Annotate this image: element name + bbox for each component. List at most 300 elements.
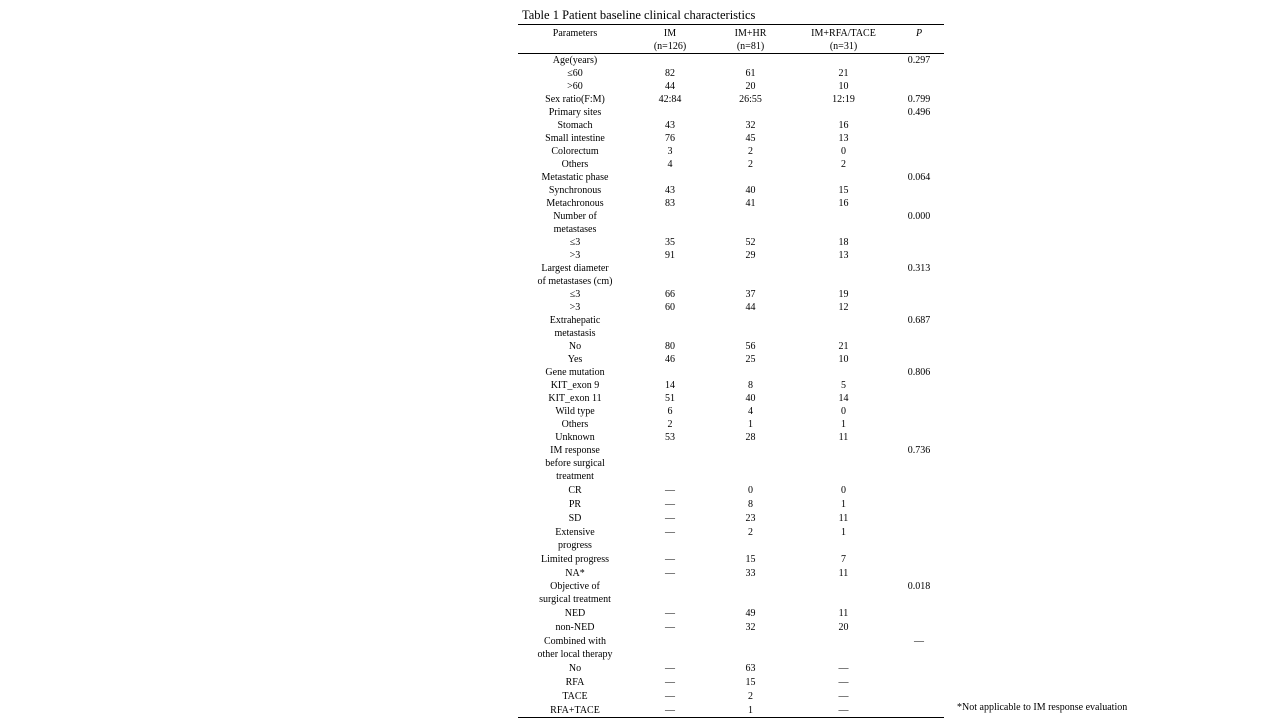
parameter-line: >3 <box>569 302 581 313</box>
value-cell <box>894 119 944 132</box>
table-container <box>518 6 944 718</box>
parameter-line: Others <box>561 419 589 430</box>
value-cell: 83 <box>665 198 675 209</box>
value-cell <box>708 314 793 340</box>
header-line: Parameters <box>552 28 598 39</box>
value-cell <box>894 145 944 158</box>
value-cell: 60 <box>665 302 675 313</box>
table-title: Table 1 Patient baseline clinical characteristics <box>518 6 944 25</box>
value-cell: 49 <box>745 608 756 619</box>
value-cell <box>632 54 708 68</box>
value-cell <box>793 262 894 288</box>
parameter-line: Gene mutation <box>545 367 605 378</box>
parameter-cell <box>518 262 632 288</box>
table-row <box>518 703 944 718</box>
value-cell: 13 <box>838 250 849 261</box>
table-row <box>518 483 944 497</box>
value-cell <box>894 236 944 249</box>
column-header-2 <box>708 25 793 54</box>
parameter-line: Primary sites <box>548 107 602 118</box>
table-row <box>518 158 944 171</box>
value-cell: — <box>914 636 924 647</box>
value-cell: — <box>665 663 675 674</box>
value-cell: 4 <box>748 406 753 417</box>
parameter-line: ≤3 <box>569 237 581 248</box>
table-row <box>518 366 944 379</box>
value-cell <box>708 634 793 661</box>
value-cell: 46 <box>665 354 675 365</box>
value-cell <box>894 67 944 80</box>
header-line: (n=81) <box>736 41 765 52</box>
parameter-line: metastasis <box>554 328 596 339</box>
value-cell: 14 <box>665 380 675 391</box>
value-cell <box>894 566 944 580</box>
value-cell <box>793 634 894 661</box>
parameter-cell <box>518 552 632 566</box>
table-row <box>518 552 944 566</box>
value-cell: 29 <box>745 250 756 261</box>
value-cell: — <box>665 622 675 633</box>
value-cell: 0.736 <box>907 445 931 456</box>
value-cell: 61 <box>745 68 756 79</box>
value-cell: 40 <box>745 185 756 196</box>
parameter-cell <box>518 93 632 106</box>
parameter-line: of metastases (cm) <box>537 276 613 287</box>
header-line: (n=31) <box>829 41 858 52</box>
value-cell: 51 <box>665 393 675 404</box>
parameter-cell <box>518 675 632 689</box>
value-cell: 2 <box>841 159 846 170</box>
value-cell <box>793 171 894 184</box>
table-row <box>518 661 944 675</box>
value-cell <box>793 366 894 379</box>
parameter-cell <box>518 525 632 552</box>
table-header-row <box>518 25 944 54</box>
value-cell: 53 <box>665 432 675 443</box>
value-cell <box>632 314 708 340</box>
value-cell <box>894 80 944 93</box>
value-cell: 2 <box>667 419 673 430</box>
value-cell <box>894 197 944 210</box>
table-row <box>518 171 944 184</box>
value-cell: 44 <box>665 81 675 92</box>
value-cell <box>894 353 944 366</box>
table-row <box>518 353 944 366</box>
value-cell: 0.799 <box>907 94 931 105</box>
value-cell: 2 <box>748 159 753 170</box>
value-cell: 1 <box>841 527 846 538</box>
value-cell: — <box>665 527 675 538</box>
parameter-cell <box>518 392 632 405</box>
value-cell <box>894 392 944 405</box>
parameter-line: surgical treatment <box>539 594 611 605</box>
value-cell: 42:84 <box>658 94 682 105</box>
value-cell: 10 <box>838 81 849 92</box>
value-cell <box>894 511 944 525</box>
value-cell: — <box>665 705 675 716</box>
parameter-cell <box>518 67 632 80</box>
parameter-line: Small intestine <box>545 133 605 144</box>
value-cell <box>894 184 944 197</box>
table-row <box>518 497 944 511</box>
table-row <box>518 418 944 431</box>
value-cell: 35 <box>665 237 675 248</box>
value-cell <box>708 580 793 606</box>
parameter-cell <box>518 197 632 210</box>
header-line: IM <box>663 28 677 39</box>
value-cell: 32 <box>745 622 756 633</box>
value-cell: 15 <box>838 185 849 196</box>
table-footnote: *Not applicable to IM response evaluation <box>957 702 1128 713</box>
value-cell: 12 <box>838 302 849 313</box>
parameter-line: CR <box>568 485 582 496</box>
value-cell: — <box>665 677 675 688</box>
value-cell: 0.000 <box>907 211 931 222</box>
table-row <box>518 301 944 314</box>
value-cell: 3 <box>667 146 673 157</box>
value-cell: 18 <box>838 237 849 248</box>
value-cell <box>894 606 944 620</box>
value-cell: 0 <box>748 485 753 496</box>
value-cell <box>894 620 944 634</box>
value-cell <box>894 340 944 353</box>
parameter-line: Sex ratio(F:M) <box>545 94 605 105</box>
value-cell <box>894 405 944 418</box>
parameter-line: Unknown <box>555 432 595 443</box>
parameter-cell <box>518 236 632 249</box>
value-cell <box>708 54 793 68</box>
value-cell <box>708 366 793 379</box>
parameter-line: Objective of <box>550 581 600 592</box>
parameter-cell <box>518 132 632 145</box>
value-cell <box>894 703 944 718</box>
table-row <box>518 675 944 689</box>
value-cell <box>894 689 944 703</box>
value-cell: 4 <box>667 159 673 170</box>
parameter-line: progress <box>558 540 592 551</box>
value-cell <box>894 483 944 497</box>
value-cell: 0.297 <box>907 55 931 66</box>
value-cell: 13 <box>838 133 849 144</box>
value-cell: — <box>665 499 675 510</box>
value-cell: 1 <box>841 499 846 510</box>
value-cell: 1 <box>841 419 846 430</box>
parameter-line: KIT_exon 11 <box>548 393 602 404</box>
table-row <box>518 197 944 210</box>
value-cell <box>793 54 894 68</box>
baseline-table <box>518 25 944 718</box>
table-row <box>518 132 944 145</box>
value-cell: 11 <box>838 568 849 579</box>
value-cell <box>632 444 708 483</box>
parameter-cell <box>518 288 632 301</box>
parameter-line: Extensive <box>555 527 595 538</box>
value-cell: 80 <box>665 341 675 352</box>
value-cell: 44 <box>745 302 756 313</box>
table-row <box>518 405 944 418</box>
table-row <box>518 620 944 634</box>
value-cell: 0 <box>841 406 846 417</box>
value-cell <box>894 431 944 444</box>
value-cell: 0 <box>841 485 846 496</box>
value-cell: 6 <box>667 406 673 417</box>
table-row <box>518 379 944 392</box>
table-row <box>518 184 944 197</box>
parameter-cell <box>518 366 632 379</box>
value-cell: — <box>838 677 849 688</box>
parameter-cell <box>518 314 632 340</box>
parameter-cell <box>518 80 632 93</box>
parameter-line: Yes <box>567 354 583 365</box>
table-body <box>518 54 944 718</box>
parameter-line: SD <box>568 513 582 524</box>
value-cell <box>894 497 944 511</box>
value-cell: — <box>665 691 675 702</box>
parameter-cell <box>518 145 632 158</box>
parameter-line: TACE <box>562 691 588 702</box>
value-cell: 41 <box>745 198 756 209</box>
value-cell: 26:55 <box>739 94 762 105</box>
value-cell: 23 <box>745 513 756 524</box>
table-row <box>518 80 944 93</box>
value-cell <box>894 418 944 431</box>
table-row <box>518 580 944 606</box>
value-cell: — <box>665 608 675 619</box>
value-cell: 8 <box>748 380 753 391</box>
value-cell: 56 <box>745 341 756 352</box>
value-cell: 76 <box>665 133 675 144</box>
parameter-line: Colorectum <box>551 146 599 157</box>
parameter-line: treatment <box>556 471 594 482</box>
value-cell: 45 <box>745 133 756 144</box>
value-cell: 33 <box>745 568 756 579</box>
parameter-cell <box>518 634 632 661</box>
column-header-4 <box>894 25 944 54</box>
value-cell: 11 <box>838 432 849 443</box>
table-row <box>518 288 944 301</box>
parameter-cell <box>518 340 632 353</box>
value-cell: — <box>838 705 849 716</box>
value-cell: 16 <box>838 198 849 209</box>
value-cell <box>708 106 793 119</box>
parameter-cell <box>518 444 632 483</box>
table-row <box>518 67 944 80</box>
parameter-line: Metastatic phase <box>541 172 609 183</box>
parameter-cell <box>518 210 632 236</box>
value-cell: — <box>838 663 849 674</box>
table-row <box>518 689 944 703</box>
value-cell: 10 <box>838 354 849 365</box>
parameter-line: Age(years) <box>552 55 598 66</box>
value-cell: 5 <box>841 380 846 391</box>
value-cell: 0.313 <box>907 263 931 274</box>
value-cell: 63 <box>745 663 756 674</box>
value-cell <box>708 171 793 184</box>
parameter-line: Limited progress <box>540 554 610 565</box>
parameter-cell <box>518 606 632 620</box>
parameter-line: No <box>568 341 582 352</box>
value-cell: 0.018 <box>907 581 931 592</box>
parameter-line: Stomach <box>557 120 593 131</box>
value-cell: 2 <box>748 527 753 538</box>
parameter-cell <box>518 566 632 580</box>
parameter-cell <box>518 301 632 314</box>
value-cell: 52 <box>745 237 756 248</box>
header-line: IM+RFA/TACE <box>811 28 876 39</box>
parameter-line: ≤3 <box>569 289 581 300</box>
parameter-cell <box>518 353 632 366</box>
value-cell: 40 <box>745 393 756 404</box>
value-cell: 82 <box>665 68 675 79</box>
parameter-line: NED <box>564 608 586 619</box>
parameter-cell <box>518 703 632 718</box>
parameter-line: >3 <box>569 250 581 261</box>
table-row <box>518 54 944 68</box>
parameter-cell <box>518 431 632 444</box>
value-cell: — <box>838 691 849 702</box>
parameter-line: Extrahepatic <box>549 315 601 326</box>
value-cell: 37 <box>745 289 756 300</box>
value-cell: 43 <box>665 185 675 196</box>
parameter-cell <box>518 379 632 392</box>
value-cell: 1 <box>748 705 753 716</box>
value-cell: — <box>665 568 675 579</box>
parameter-line: before surgical <box>545 458 605 469</box>
table-row <box>518 431 944 444</box>
column-header-0 <box>518 25 632 54</box>
parameter-cell <box>518 158 632 171</box>
parameter-line: IM response <box>550 445 600 456</box>
value-cell: 28 <box>745 432 756 443</box>
parameter-cell <box>518 54 632 68</box>
value-cell: 19 <box>838 289 849 300</box>
value-cell: 0.806 <box>907 367 931 378</box>
column-header-3 <box>793 25 894 54</box>
parameter-cell <box>518 661 632 675</box>
value-cell: 21 <box>838 341 849 352</box>
value-cell <box>793 106 894 119</box>
table-row <box>518 511 944 525</box>
parameter-line: RFA <box>565 677 585 688</box>
table-row <box>518 606 944 620</box>
value-cell: 66 <box>665 289 675 300</box>
value-cell: 91 <box>665 250 675 261</box>
value-cell: 2 <box>748 146 753 157</box>
value-cell: 15 <box>745 677 756 688</box>
value-cell <box>894 288 944 301</box>
value-cell: 21 <box>838 68 849 79</box>
table-row <box>518 634 944 661</box>
value-cell <box>632 106 708 119</box>
value-cell <box>894 675 944 689</box>
parameter-cell <box>518 171 632 184</box>
parameter-line: Others <box>561 159 589 170</box>
column-header-1 <box>632 25 708 54</box>
parameter-line: ≤60 <box>567 68 583 79</box>
value-cell: 0 <box>841 146 846 157</box>
table-row <box>518 262 944 288</box>
value-cell <box>793 210 894 236</box>
parameter-line: Largest diameter <box>541 263 609 274</box>
value-cell <box>632 366 708 379</box>
value-cell <box>894 661 944 675</box>
value-cell <box>894 525 944 552</box>
parameter-cell <box>518 418 632 431</box>
value-cell <box>708 262 793 288</box>
value-cell: 0.687 <box>907 315 931 326</box>
value-cell <box>632 171 708 184</box>
parameter-line: No <box>568 663 582 674</box>
parameter-line: metastases <box>553 224 597 235</box>
value-cell: 15 <box>745 554 756 565</box>
value-cell <box>793 314 894 340</box>
parameter-line: NA* <box>565 568 585 579</box>
table-row <box>518 444 944 483</box>
value-cell <box>708 210 793 236</box>
table-row <box>518 249 944 262</box>
value-cell: — <box>665 513 675 524</box>
table-row <box>518 145 944 158</box>
value-cell: — <box>665 554 675 565</box>
value-cell <box>894 158 944 171</box>
parameter-line: other local therapy <box>537 649 613 660</box>
value-cell: 12:19 <box>832 94 855 105</box>
value-cell <box>793 580 894 606</box>
value-cell: 8 <box>748 499 753 510</box>
parameter-cell <box>518 689 632 703</box>
table-row <box>518 392 944 405</box>
value-cell <box>793 444 894 483</box>
parameter-line: PR <box>568 499 582 510</box>
value-cell <box>894 249 944 262</box>
parameter-line: Number of <box>553 211 597 222</box>
parameter-cell <box>518 405 632 418</box>
parameter-cell <box>518 511 632 525</box>
value-cell <box>632 262 708 288</box>
header-line: P <box>915 28 923 39</box>
value-cell <box>894 552 944 566</box>
parameter-cell <box>518 497 632 511</box>
value-cell: 14 <box>838 393 849 404</box>
parameter-line: Metachronous <box>546 198 604 209</box>
value-cell: 20 <box>745 81 756 92</box>
value-cell: 32 <box>745 120 756 131</box>
parameter-line: Wild type <box>555 406 595 417</box>
table-row <box>518 106 944 119</box>
table-row <box>518 314 944 340</box>
parameter-cell <box>518 184 632 197</box>
parameter-cell <box>518 483 632 497</box>
value-cell: 11 <box>838 608 849 619</box>
header-line: (n=126) <box>653 41 687 52</box>
parameter-line: Combined with <box>544 636 606 647</box>
value-cell <box>632 580 708 606</box>
table-row <box>518 210 944 236</box>
parameter-cell <box>518 620 632 634</box>
table-row <box>518 525 944 552</box>
parameter-line: non-NED <box>555 622 595 633</box>
value-cell: 1 <box>748 419 753 430</box>
parameter-cell <box>518 249 632 262</box>
parameter-line: RFA+TACE <box>550 705 600 716</box>
table-row <box>518 236 944 249</box>
table-row <box>518 119 944 132</box>
value-cell <box>894 301 944 314</box>
value-cell: 25 <box>745 354 756 365</box>
value-cell: 0.064 <box>907 172 931 183</box>
value-cell: 16 <box>838 120 849 131</box>
value-cell <box>632 634 708 661</box>
